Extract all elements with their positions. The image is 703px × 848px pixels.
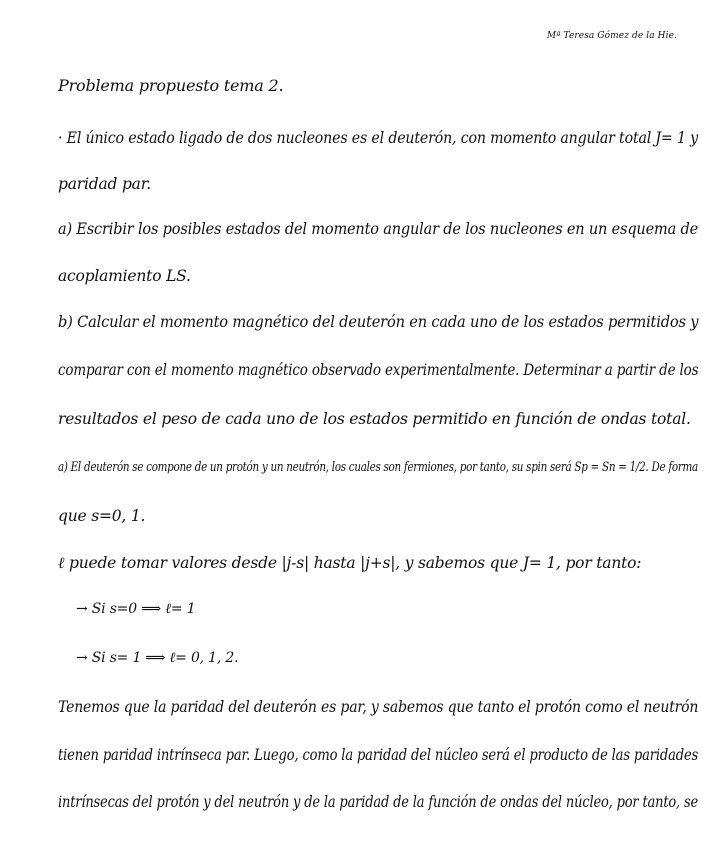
parity-line-3: intrínsecas del protón y del neutrón y de la paridad de la función de ondas del núcleo, por tanto, se — [58, 793, 699, 811]
statement-line-2: paridad par. — [58, 175, 151, 193]
parity-line-2: tienen paridad intrínseca par. Luego, como la paridad del núcleo será el producto de las paridades — [58, 746, 699, 764]
question-b-line-1: b) Calcular el momento magnético del deuterón en cada uno de los estados permitidos y — [58, 313, 699, 331]
statement-line-1: · El único estado ligado de dos nucleones es el deuterón, con momento angular total J= 1 y — [58, 129, 698, 147]
author-name: Mª Teresa Gómez de la Hie. — [546, 31, 677, 41]
answer-a-line-3: ℓ puede tomar valores desde |j-s| hasta |j+s|, y sabemos que J= 1, por tanto: — [58, 554, 642, 572]
case-s1-line: → Si s= 1 ⟹ ℓ= 0, 1, 2. — [76, 650, 239, 666]
case-s0-line: → Si s=0 ⟹ ℓ= 1 — [76, 601, 196, 617]
answer-a-line-1: a) El deuterón se compone de un protón y un neutrón, los cuales son fermiones, por tanto, su spin será Sp = Sn = 1/2. De forma — [58, 460, 698, 475]
question-b-line-3: resultados el peso de cada uno de los estados permitido en función de ondas total. — [58, 410, 691, 428]
parity-line-1: Tenemos que la paridad del deuterón es par, y sabemos que tanto el protón como el neutrón — [58, 698, 699, 716]
answer-a-line-2: que s=0, 1. — [58, 507, 146, 525]
question-a-line-1: a) Escribir los posibles estados del momento angular de los nucleones en un esquema de — [58, 220, 699, 238]
question-a-line-2: acoplamiento LS. — [58, 267, 191, 285]
problem-title: Problema propuesto tema 2. — [58, 76, 284, 95]
question-b-line-2: comparar con el momento magnético observado experimentalmente. Determinar a partir de los — [58, 361, 699, 379]
